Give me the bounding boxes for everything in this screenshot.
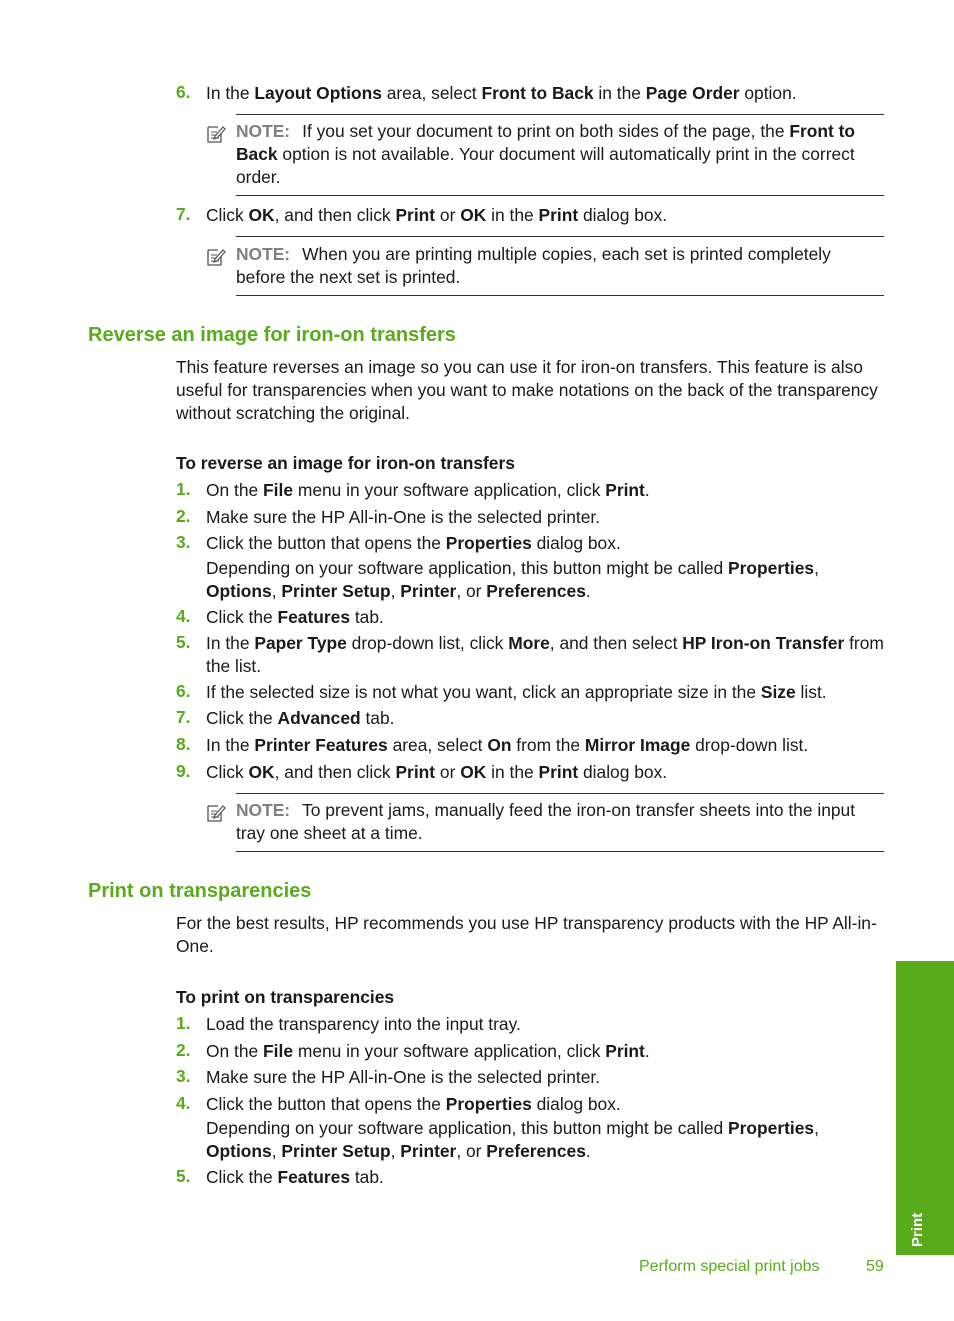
step-number: 5.: [176, 632, 191, 652]
note-divider: [236, 851, 884, 852]
step-number: 6.: [176, 82, 191, 102]
step-number: 6.: [176, 681, 191, 701]
chapter-side-tab: [896, 961, 954, 1255]
step-number: 7.: [176, 204, 191, 224]
step-number: 7.: [176, 707, 191, 727]
step-text: Click the button that opens the Properties dialog box. Depending on your software application, this button might be called Properties, Options, Printer Setup, Printer, or Preferences.: [206, 533, 819, 601]
note-divider: [236, 793, 884, 794]
page-number: 59: [866, 1258, 884, 1275]
step-text: In the Printer Features area, select On from the Mirror Image drop-down list.: [206, 735, 809, 755]
step-number: 4.: [176, 1093, 191, 1113]
step-number: 1.: [176, 479, 191, 499]
step-text: Load the transparency into the input tray.: [206, 1014, 521, 1034]
step-text: On the File menu in your software application, click Print.: [206, 1041, 650, 1061]
procedure-title: To reverse an image for iron-on transfers: [176, 453, 515, 473]
note-text: NOTE: When you are printing multiple copies, each set is printed completely before the next set is printed.: [236, 244, 831, 287]
note-icon: [206, 803, 226, 823]
step-number: 3.: [176, 532, 191, 552]
note-divider: [236, 236, 884, 237]
note-divider: [236, 114, 884, 115]
step-text: Make sure the HP All-in-One is the selected printer.: [206, 1067, 601, 1087]
chapter-side-tab-label: Print: [909, 1212, 926, 1247]
step-text: Make sure the HP All-in-One is the selected printer.: [206, 507, 601, 527]
note-text: NOTE: To prevent jams, manually feed the iron-on transfer sheets into the input tray one sheet at a time.: [236, 800, 856, 843]
step-number: 3.: [176, 1066, 191, 1086]
step-text: Click the Advanced tab.: [206, 708, 395, 728]
note-icon: [206, 247, 226, 267]
step-text: Click the button that opens the Properties dialog box. Depending on your software application, this button might be called Properties, Options, Printer Setup, Printer, or Preferences.: [206, 1094, 819, 1161]
section-intro: For the best results, HP recommends you use HP transparency products with the HP All-in-One.: [176, 913, 877, 956]
footer-chapter-title: Perform special print jobs: [639, 1258, 820, 1275]
section-heading-transparencies: Print on transparencies: [88, 880, 312, 902]
step-text: Click OK, and then click Print or OK in the Print dialog box.: [206, 762, 668, 782]
step-text: Click the Features tab.: [206, 1167, 384, 1187]
note-divider: [236, 195, 884, 196]
step-number: 5.: [176, 1166, 191, 1186]
note-icon: [206, 124, 226, 144]
note-divider: [236, 295, 884, 296]
step-text: Click the Features tab.: [206, 607, 384, 627]
procedure-title: To print on transparencies: [176, 987, 395, 1007]
section-heading-reverse-image: Reverse an image for iron-on transfers: [88, 324, 456, 346]
step-text: Click OK, and then click Print or OK in the Print dialog box.: [206, 205, 668, 225]
step-number: 1.: [176, 1013, 191, 1033]
step-number: 8.: [176, 734, 191, 754]
step-number: 2.: [176, 1040, 191, 1060]
section-intro: This feature reverses an image so you can use it for iron-on transfers. This feature is also useful for transparencies when you want to make notations on the back of the transparency without scratching the original.: [176, 357, 878, 423]
step-text: On the File menu in your software application, click Print.: [206, 480, 650, 500]
note-text: NOTE: If you set your document to print on both sides of the page, the Front to Back option is not available. Your document will automatically print in the correct order.: [236, 121, 856, 187]
step-number: 9.: [176, 761, 191, 781]
step-text: If the selected size is not what you want, click an appropriate size in the Size list.: [206, 682, 827, 702]
step-number: 2.: [176, 506, 191, 526]
step-text: In the Paper Type drop-down list, click More, and then select HP Iron-on Transfer from the list.: [206, 633, 884, 676]
step-number: 4.: [176, 606, 191, 626]
step-text: In the Layout Options area, select Front to Back in the Page Order option.: [206, 83, 797, 103]
